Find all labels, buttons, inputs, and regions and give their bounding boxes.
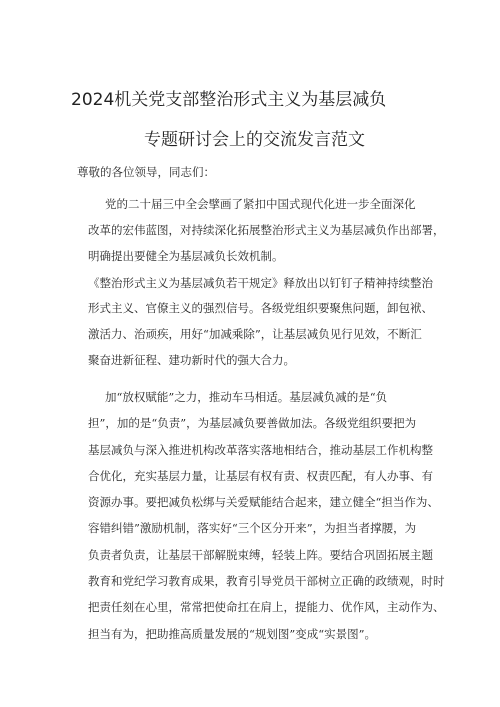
paragraph-line: 合优化，充实基层力量，让基层有权有责、权责匹配，有人办事、有 bbox=[88, 469, 433, 483]
paragraph-line: 把责任刻在心里，常常把使命扛在肩上，提能力、优作风，主动作为、 bbox=[88, 600, 445, 614]
paragraph-line: 资源办事。要把减负松绑与关爱赋能结合起来，建立健全“担当作为、 bbox=[88, 495, 439, 509]
paragraph-line: 担当有为，把助推高质量发展的“规划图”变成“实景图”。 bbox=[88, 627, 377, 641]
paragraph-line: 教育和党纪学习教育成果，教育引导党员干部树立正确的政绩观，时时 bbox=[88, 574, 445, 588]
document-title-line-1: 2024机关党支部整治形式主义为基层减负 bbox=[71, 90, 387, 110]
paragraph-line: 担”，加的是“负责”，为基层减负要善做加法。各级党组织要把为 bbox=[88, 416, 417, 430]
paragraph-line: 聚奋进新征程、建功新时代的强大合力。 bbox=[88, 353, 295, 367]
paragraph-line: 加“放权赋能”之力，推动车马相适。基层减负减的是“负 bbox=[105, 390, 388, 404]
paragraph-line: 党的二十届三中全会擘画了紧扣中国式现代化进一步全面深化 bbox=[105, 197, 416, 211]
document-title-line-2: 专题研讨会上的交流发言范文 bbox=[144, 130, 365, 150]
paragraph-line: 容错纠错”激励机制，落实好“三个区分开来”，为担当者撑腰，为 bbox=[88, 521, 417, 535]
paragraph-line: 明确提出要健全为基层减负长效机制。 bbox=[88, 249, 284, 263]
paragraph-line: 改革的宏伟蓝图，对持续深化拓展整治形式主义为基层减负作出部署， bbox=[88, 223, 445, 237]
paragraph-line: 形式主义、官僚主义的强烈信号。各级党组织要聚焦问题，卸包袱、 bbox=[88, 301, 433, 315]
greeting: 尊敬的各位领导，同志们： bbox=[77, 165, 215, 179]
paragraph-line: 激活力、治顽疾，用好“加减乘除”，让基层减负见行见效，不断汇 bbox=[88, 327, 422, 341]
paragraph-line: 《整治形式主义为基层减负若干规定》释放出以钉钉子精神持续整治 bbox=[88, 276, 433, 290]
paragraph-line: 负责者负责，让基层干部解脱束缚，轻装上阵。要结合巩固拓展主题 bbox=[88, 548, 433, 562]
paragraph-line: 基层减负与深入推进机构改革落实落地相结合，推动基层工作机构整 bbox=[88, 443, 433, 457]
